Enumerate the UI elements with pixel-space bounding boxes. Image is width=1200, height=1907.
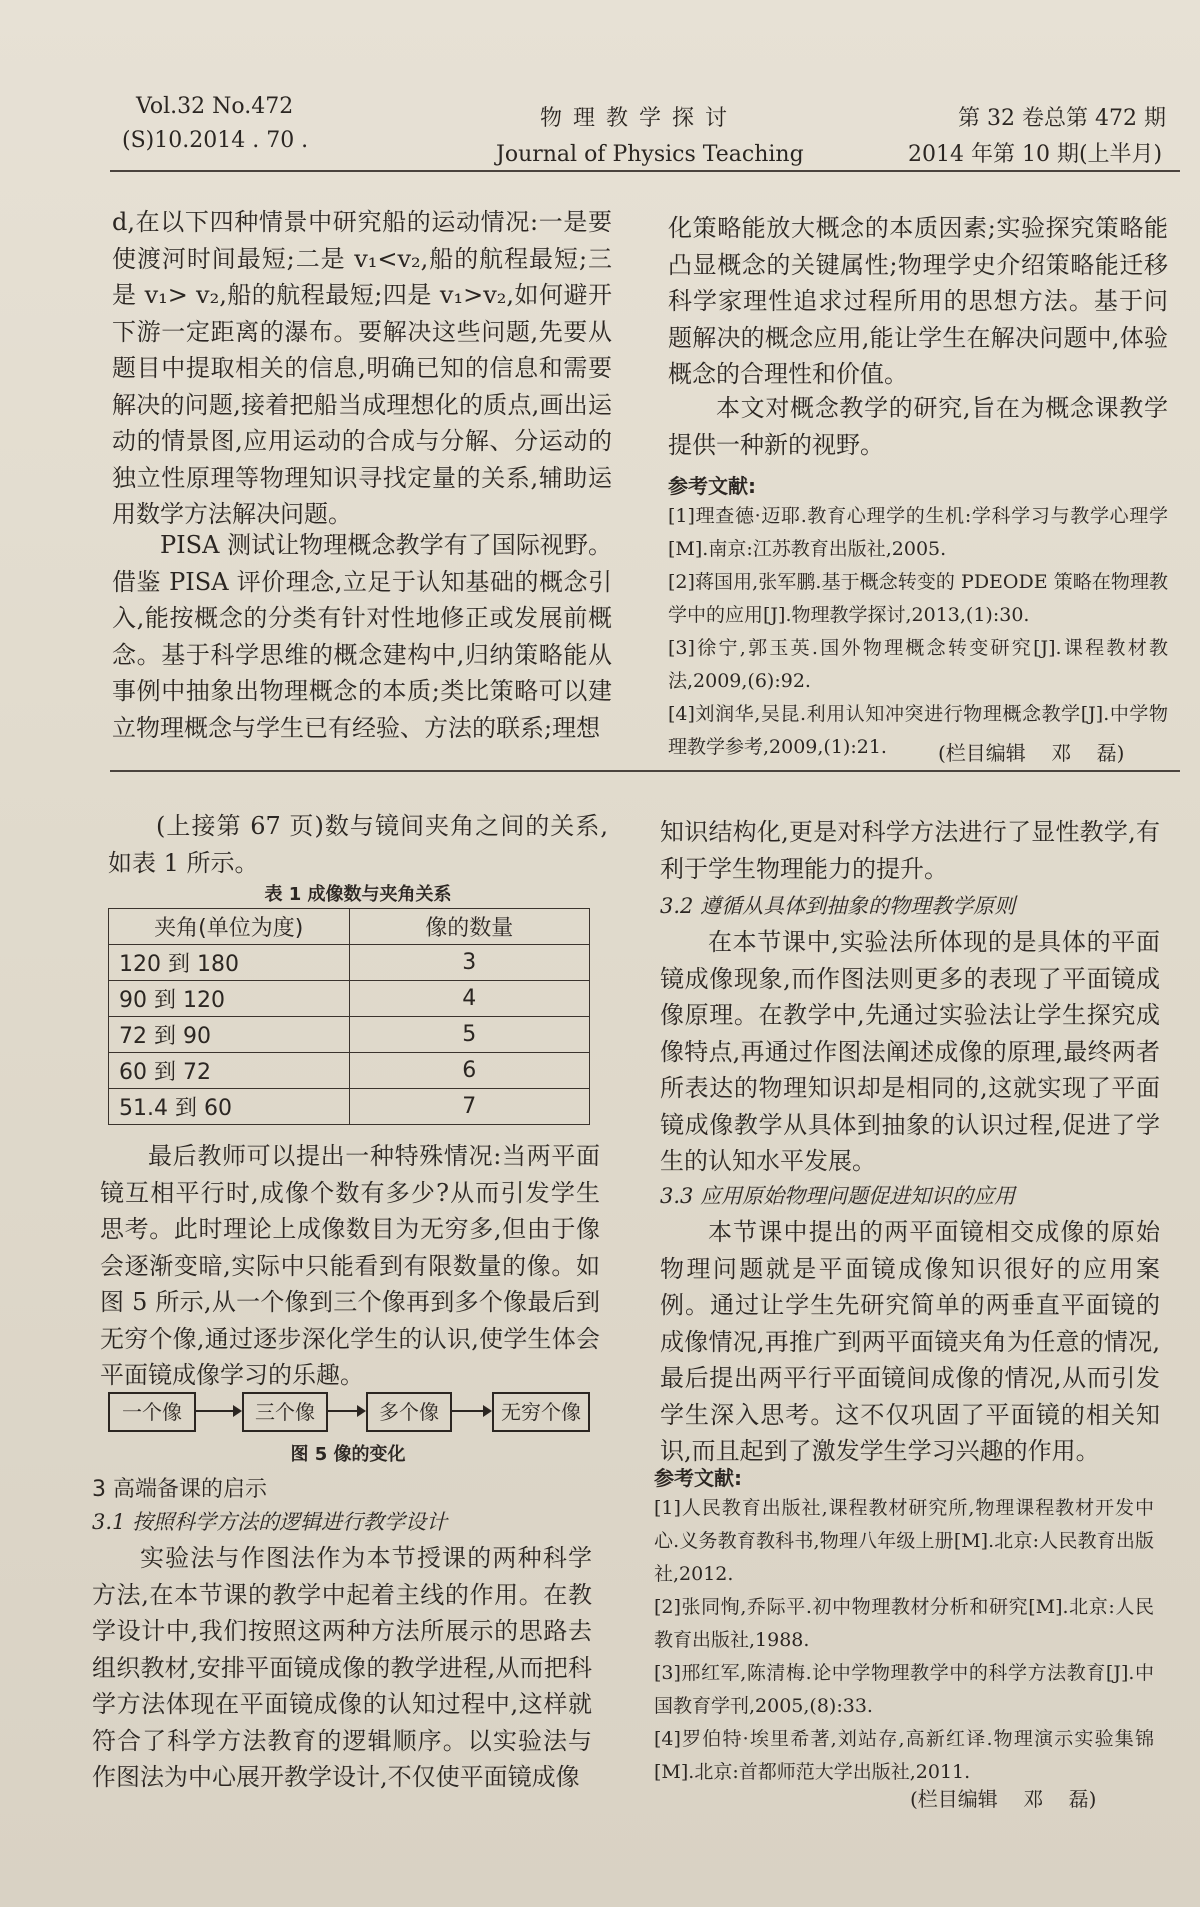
reference-item: [2]张同恂,乔际平.初中物理教材分析和研究[M].北京:人民教育出版社,1988. [654, 1596, 1154, 1651]
table-cell-count: 7 [349, 1089, 590, 1125]
table-cell-angle: 51.4 到 60 [109, 1089, 350, 1125]
flow-step-infinite-images: 无穷个像 [492, 1392, 590, 1432]
special-case-paragraph: 最后教师可以提出一种特殊情况:当两平面镜互相平行时,成像个数有多少?从而引发学生思考。此时理论上成像数目为无穷多,但由于像会逐渐变暗,实际中只能看到有限数量的像。如图 5 所示,从一个像到三个像再到多个像最后到无穷个像,通过逐步深化学生的认识,使学生体会平面镜成像学习的乐趣。 [100, 1142, 600, 1389]
references-title: 参考文献: [654, 1466, 742, 1490]
table-row [109, 1053, 590, 1089]
table-row [109, 1089, 590, 1125]
reference-item: [4]罗伯特·埃里希著,刘站存,高新红译.物理演示实验集锦[M].北京:首都师范大学出版社,2011. [654, 1728, 1154, 1783]
table-header-angle: 夹角(单位为度) [109, 909, 350, 945]
flow-arrow [196, 1410, 240, 1412]
table-cell-count: 4 [349, 981, 590, 1017]
table-row [109, 1017, 590, 1053]
top-left-paragraph-2: PISA 测试让物理概念教学有了国际视野。借鉴 PISA 评价理念,立足于认知基础的概念引入,能按概念的分类有针对性地修正或发展前概念。基于科学思维的概念建构中,归纳策略能从事例中抽象出物理概念的本质;类比策略可以建立物理概念与学生已有经验、方法的联系;理想 [112, 531, 612, 742]
reference-item: [3]徐宁,郭玉英.国外物理概念转变研究[J].课程教材教法,2009,(6):92. [668, 637, 1168, 692]
section-3-1-title: 3.1 按照科学方法的逻辑进行教学设计 [92, 1510, 448, 1534]
section-3-title: 3 高端备课的启示 [92, 1477, 267, 1502]
reference-item: [3]邢红军,陈清梅.论中学物理教学中的科学方法教育[J].中国教育学刊,2005,(8):33. [654, 1662, 1154, 1717]
issue-date: 2014 年第 10 期(上半月) [908, 142, 1163, 167]
table-cell-angle: 60 到 72 [109, 1053, 350, 1089]
figure-caption: 图 5 像的变化 [290, 1444, 406, 1465]
table-cell-count: 3 [349, 945, 590, 981]
table-header-row [109, 909, 590, 945]
column-editor: (栏目编辑 邓 磊) [938, 741, 1125, 765]
references-list [668, 500, 1168, 764]
reference-item: [4]刘润华,吴昆.利用认知冲突进行物理概念教学[J].中学物理教学参考,2009,(1):21. [668, 703, 1168, 758]
table-caption: 表 1 成像数与夹角关系 [264, 884, 452, 905]
angle-image-table [108, 908, 590, 1125]
flow-step-three-images: 三个像 [242, 1392, 328, 1432]
references-list [654, 1492, 1154, 1789]
section-3-3-paragraph: 本节课中提出的两平面镜相交成像的原始物理问题就是平面镜成像知识很好的应用案例。通过让学生先研究简单的两垂直平面镜的成像情况,再推广到两平面镜夹角为任意的情况,最后提出两平行平面镜间成像的情况,从而引发学生深入思考。这不仅巩固了平面镜的相关知识,而且起到了激发学生学习兴趣的作用。 [660, 1218, 1160, 1465]
table-cell-angle: 90 到 120 [109, 981, 350, 1017]
issue-info: 第 32 卷总第 472 期 [958, 106, 1166, 131]
reference-item: [2]蒋国用,张军鹏.基于概念转变的 PDEODE 策略在物理教学中的应用[J].物理教学探讨,2013,(1):30. [668, 571, 1168, 626]
page-code: (S)10.2014 . 70 . [122, 128, 309, 153]
table-cell-count: 5 [349, 1017, 590, 1053]
section-3-1-paragraph: 实验法与作图法作为本节授课的两种科学方法,在本节课的教学中起着主线的作用。在教学设计中,我们按照这两种方法所展示的思路去组织教材,安排平面镜成像的教学进程,从而把科学方法体现在平面镜成像的认知过程中,这样就符合了科学方法教育的逻辑顺序。以实验法与作图法为中心展开教学设计,不仅使平面镜成像 [92, 1544, 592, 1791]
journal-title-en: Journal of Physics Teaching [496, 142, 804, 167]
flow-arrow [452, 1410, 490, 1412]
table-header-count: 像的数量 [349, 909, 590, 945]
section-divider [110, 770, 1180, 772]
column-editor: (栏目编辑 邓 磊) [910, 1787, 1097, 1811]
top-left-paragraph-1: d,在以下四种情景中研究船的运动情况:一是要使渡河时间最短;二是 v₁<v₂,船的航程最短;三是 v₁> v₂,船的航程最短;四是 v₁>v₂,如何避开下游一定距离的瀑布。要解决这些问题,先要从题目中提取相关的信息,明确已知的信息和需要解决的问题,接着把船当成理想化的质点,画出运动的情景图,应用运动的合成与分解、分运动的独立性原理等物理知识寻找定量的关系,辅助运用数学方法解决问题。 [112, 208, 612, 528]
reference-item: [1]人民教育出版社,课程教材研究所,物理课程教材开发中心.义务教育教科书,物理八年级上册[M].北京:人民教育出版社,2012. [654, 1497, 1154, 1585]
top-right-paragraph-2: 本文对概念教学的研究,旨在为概念课教学提供一种新的视野。 [668, 394, 1168, 459]
section-3-3-title: 3.3 应用原始物理问题促进知识的应用 [660, 1184, 1016, 1208]
journal-title-cn: 物 理 教 学 探 讨 [540, 106, 729, 131]
header-rule [110, 170, 1180, 172]
volume-number: Vol.32 No.472 [136, 94, 294, 119]
table-row [109, 981, 590, 1017]
continued-paragraph: (上接第 67 页)数与镜间夹角之间的关系,如表 1 所示。 [108, 812, 608, 877]
top-right-paragraph-1: 化策略能放大概念的本质因素;实验探究策略能凸显概念的关键属性;物理学史介绍策略能迁移科学家理性追求过程所用的思想方法。基于问题解决的概念应用,能让学生在解决问题中,体验概念的合理性和价值。 [668, 214, 1168, 388]
references-title: 参考文献: [668, 474, 756, 498]
image-change-diagram [108, 1392, 588, 1434]
table-row [109, 945, 590, 981]
section-3-2-paragraph: 在本节课中,实验法所体现的是具体的平面镜成像现象,而作图法则更多的表现了平面镜成像原理。在教学中,先通过实验法让学生探究成像特点,再通过作图法阐述成像的原理,最终两者所表达的物理知识却是相同的,这就实现了平面镜成像教学从具体到抽象的认识过程,促进了学生的认知水平发展。 [660, 928, 1160, 1175]
section-3-2-title: 3.2 遵循从具体到抽象的物理教学原则 [660, 894, 1016, 918]
flow-step-many-images: 多个像 [366, 1392, 452, 1432]
flow-step-one-image: 一个像 [108, 1392, 196, 1432]
table-cell-count: 6 [349, 1053, 590, 1089]
table-cell-angle: 72 到 90 [109, 1017, 350, 1053]
reference-item: [1]理查德·迈耶.教育心理学的生机:学科学习与教学心理学 [M].南京:江苏教育出版社,2005. [668, 505, 1168, 560]
flow-arrow [328, 1410, 364, 1412]
table-cell-angle: 120 到 180 [109, 945, 350, 981]
continued-right-paragraph: 知识结构化,更是对科学方法进行了显性教学,有利于学生物理能力的提升。 [660, 818, 1160, 883]
